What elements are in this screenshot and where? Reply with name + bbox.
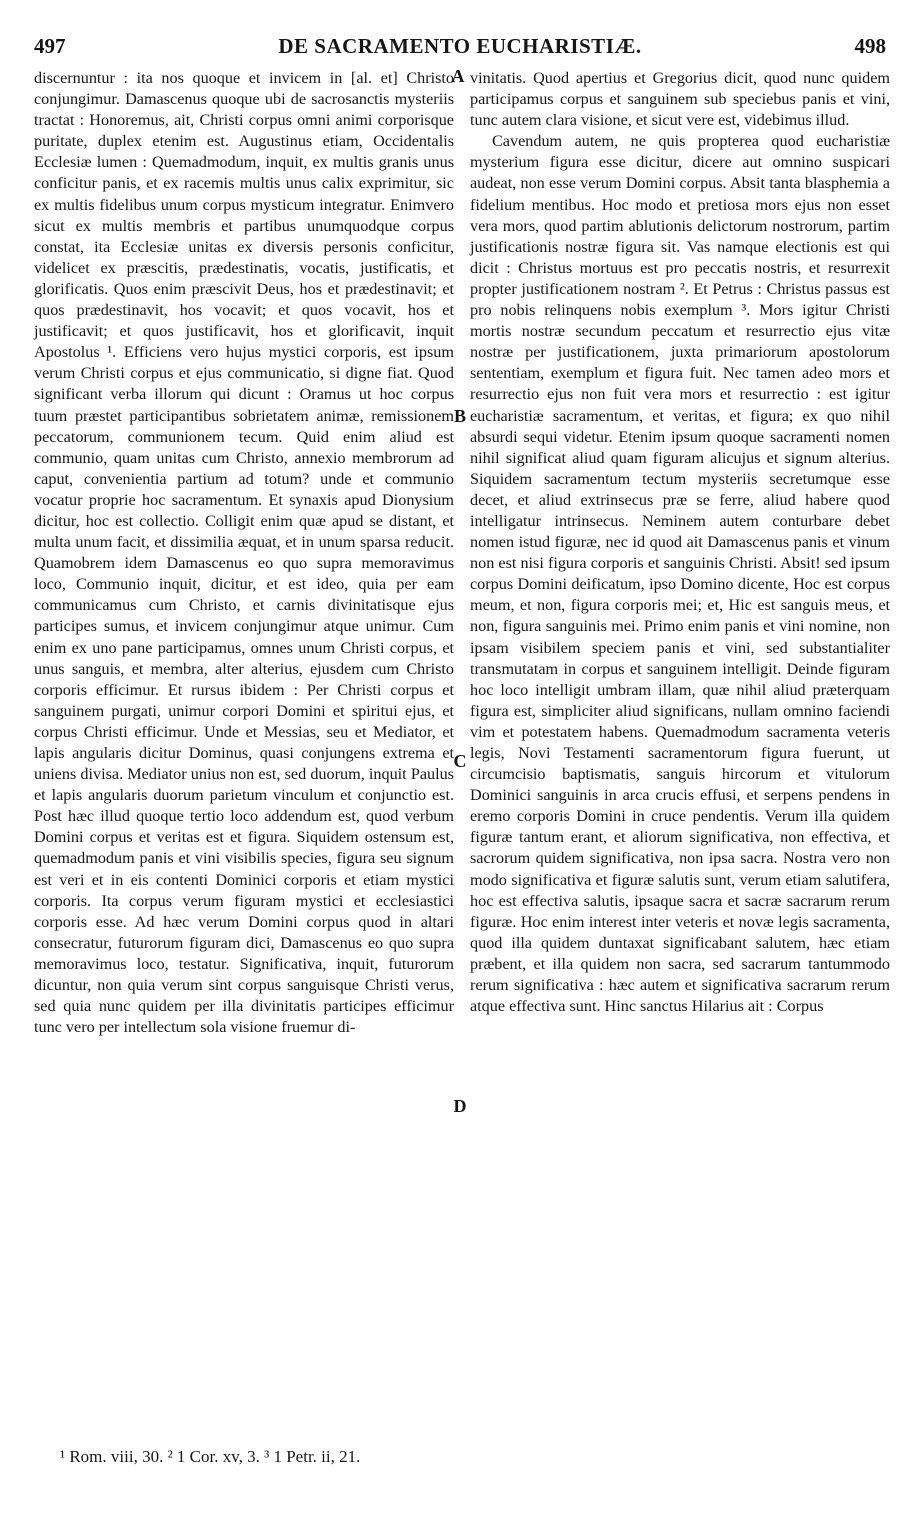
margin-marker-d: D [453,1096,467,1116]
margin-marker-b: B [453,406,466,426]
left-column [34,68,454,1038]
right-paragraph-1: vinitatis. Quod apertius et Gregorius dicit, quod nunc quidem participamus corpus et sanguinem sub speciebus panis et vini, tunc autem clara visione, et sicut vere est, videbimus illud. [470,69,890,130]
running-header [34,34,886,60]
margin-marker-c: C [453,751,467,771]
page-number-right: 498 [854,34,886,58]
right-paragraph-2: Cavendum autem, ne quis propterea quod eucharistiæ mysterium figura esse dicitur, dicere aut omnino suspicari audeat, non esse verum Domini corpus. Absit tanta blasphemia a fidelium mentibus. Hoc modo et pretiosa mors ejus non esset vera mors, quod partim ablutionis delictorum nostrorum, partim justificationis nostræ figura sit. Vas namque electionis est qui dicit : Christus mortuus est pro peccatis nostris, et resurrexit propter justificationem nostram ². Et Petrus : Christus passus est pro nobis relinquens nobis exemplum ³. Mors igitur Christi mortis nostræ secundum peccatum et resurrectio ejus vitæ nostræ per justificationem, juxta primariorum apostolorum sententiam, exemplum et figura fuit. Nec tamen adeo mors et resurrectio ejus non fuit vera mors et resurrectio : est igitur eucharistiæ sacramentum, et veritas, et figura; ex quo nihil absurdi sequi videtur. Etenim ipsum quoque sacramenti nomen nihil significat aliud quam figuram alicujus et signum alterius. Siquidem sacramentum tectum mysteriis secretumque esse decet, et aliud extrinsecus præ se ferre, aliud habere quod intelligatur intrinsecus. Neminem autem conturbare debet nomen istud figuræ, nec id quod ait Damascenus panis et vinum non est nisi figura corporis et sanguinis Christi. Absit! sed ipsum corpus Domini deificatum, ipso Domino dicente, Hoc est corpus meum, et non, figura corporis mei; et, Hic est sanguis meus, et non, figura sanguinis mei. Primo enim panis et vini nomine, non ipsam visibilem speciem panis et vini, sed substantialiter transmutatam in corpus et sanguinem intelligit. Deinde figuram hoc loco intelligit umbram illam, quæ nihil aliud præterquam figura est, simpliciter aliud significans, nullam omnino faciendi vim et potestatem habens. Quemadmodum sacramenta veteris legis, Novi Testamenti sacramentorum figura fuerunt, ut circumcisio baptismatis, sanguis hircorum et vitulorum Dominici sanguinis in arca crucis effusi, et serpens pendens in eremo corporis Domini in cruce pendentis. Verum illa quidem figuræ tantum erant, et aliorum significativa, non effectiva, et sacrorum quidem significativa, non ipsa sacra. Nostra vero non modo significativa et figuræ salutis sunt, verum etiam salutifera, hoc est effectiva salutis, ipsaque sacra et sacræ sacrarum rerum figuræ. Hoc enim interest inter veteris et novæ legis sacramenta, quod illa quidem duntaxat significabant salutem, hæc etiam præbent, et illa quidem non sacra, sed sacrarum tantummodo rerum significativa : hæc autem et significativa sacrarum rerum atque effectiva sunt. Hinc sanctus Hilarius ait : Corpus [470,132,890,1016]
left-paragraph-1: discernuntur : ita nos quoque et invicem in [al. et] Christo conjungimur. Damascenus quoque ubi de sacrosanctis mysteriis tractat : Honoremus, ait, Christi corpus omni animi corporisque puritate, duplex etenim est. Augustinus etiam, Occidentalis Ecclesiæ lumen : Quemadmodum, inquit, ex multis granis unus conficitur panis, et ex racemis multis unus calix exprimitur, sic ex multis fidelibus unum corpus mysticum integratur. Enimvero sicut ex multis membris et partibus unumquodque corpus constat, ita Ecclesiæ unitas ex diversis personis conficitur, videlicet ex præscitis, prædestinatis, vocatis, justificatis, et glorificatis. Quos enim præscivit Deus, hos et prædestinavit; et quos prædestinavit, hos vocavit; et quos vocavit, hos et justificavit; et quos justificavit, hos et glorificavit, inquit Apostolus ¹. Efficiens vero hujus mystici corporis, est ipsum verum Christi corpus et ejus communicatio, si digne fiat. Quod significant verba illorum qui dicunt : Oramus ut hoc corpus tuum præstet participantibus sobrietatem animæ, remissionem peccatorum, communionem tecum. Quid enim aliud est communio, quam unitas cum Christo, annexio membrorum ad caput, convenientia partium ad totum? unde et communio vocatur proprie hoc sacramentum. Et synaxis apud Dionysium dicitur, hoc est collectio. Colligit enim quæ apud se distant, et multa unum facit, et dissimilia æquat, et in unum sparsa reducit. Quamobrem idem Damascenus eo quo supra memoravimus loco, Communio inquit, dicitur, et est ideo, quia per eam communicamus cum Christo, et carnis divinitatisque ejus participes sumus, et invicem conjungimur atque unimur. Cum enim ex uno pane participamus, omnes unum Christi corpus, et unus sanguis, et membra, alter alterius, ejusdem cum Christo corporis efficimur. Et rursus ibidem : Per Christi corpus et sanguinem purgati, unimur corpori Domini et spiritui ejus, et corpus Christi efficimur. Unde et Messias, seu et Mediator, et lapis angularis dicitur Dominus, quasi conjungens extrema et uniens divisa. Mediator unius non est, sed duorum, inquit Paulus et lapis angularis duorum parietum vinculum et conjunctio est. Post hæc illud quoque tertio loco addendum est, quod verbum Domini corpus et veritas est et figura. Siquidem ostensum est, quemadmodum panis et vini visibilis species, figura seu signum est veri et in eis contenti Dominici corporis et etiam mystici corporis. Ita corpus verum figuram mystici et ecclesiastici corporis esse. Ad hæc verum Domini corpus quod in altari consecratur, futurorum figuram dici, Damascenus eo quo supra memoravimus loco, testatur. Significativa, inquit, futurorum dicuntur, non quia verum sint corpus sanguisque Christi verus, sed quia nunc quidem per illa divinitatis participes efficimur tunc vero per intellectum sola visione fruemur di- [34,69,454,1037]
right-column [470,68,890,1017]
margin-marker-a: A [451,66,465,86]
running-title: DE SACRAMENTO EUCHARISTIÆ. [278,34,642,58]
footnotes: ¹ Rom. viii, 30. ² 1 Cor. xv, 3. ³ 1 Petr. ii, 21. [60,1447,361,1466]
page-number-left: 497 [34,34,66,58]
